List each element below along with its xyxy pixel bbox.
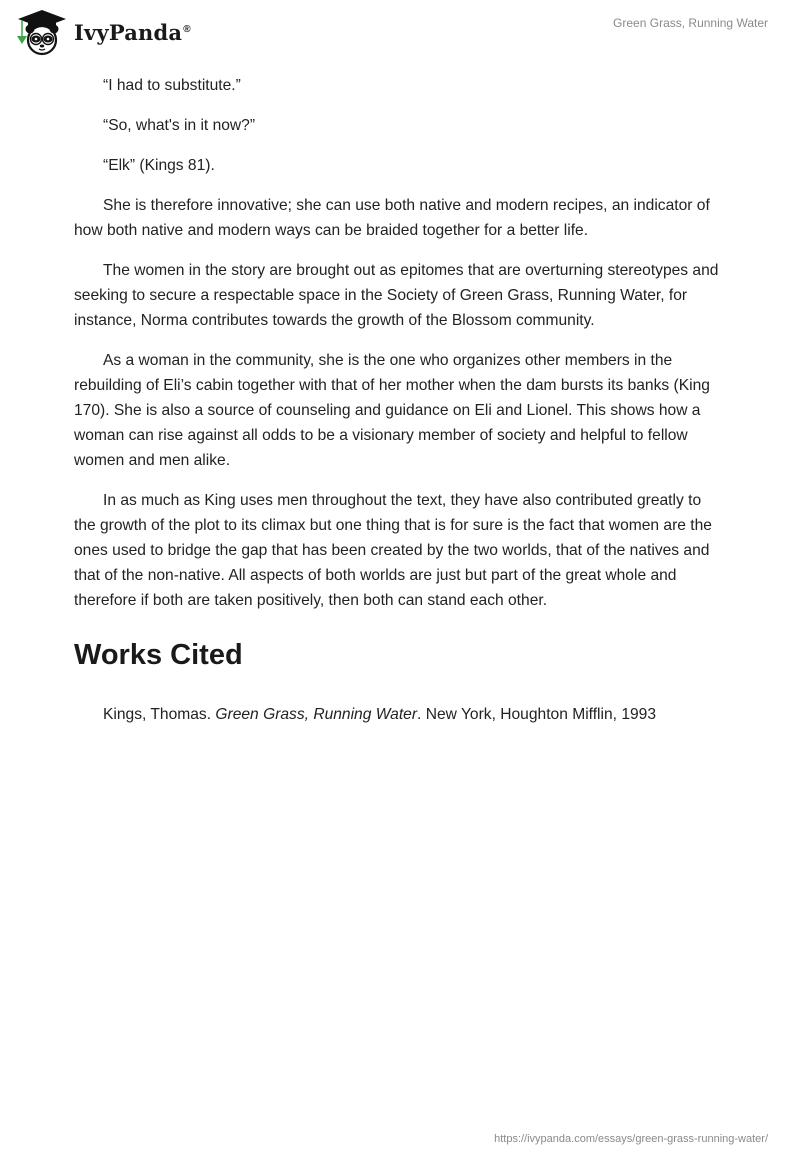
- document-title: Green Grass, Running Water: [613, 16, 768, 30]
- dialogue-line: “So, what's in it now?”: [103, 117, 256, 134]
- registered-mark: ®: [183, 23, 191, 35]
- essay-body: [74, 73, 724, 727]
- dialogue-line: “Elk” (Kings 81).: [103, 157, 215, 174]
- body-paragraph: In as much as King uses men throughout the text, they have also contributed greatly to the growth of the plot to its climax but one thing that is for sure is the fact that women are the ones used to bridge the gap that has been created by the two worlds, that of the natives and that of the non-native. All aspects of both worlds are just but part of the great whole and therefore if both are taken positively, then both can stand each other.: [74, 492, 712, 609]
- citation-publisher: . New York, Houghton Mifflin, 1993: [417, 706, 657, 723]
- panda-graduate-icon: [14, 8, 70, 56]
- works-cited-heading: Works Cited: [74, 639, 243, 671]
- citation-entry: [74, 702, 724, 727]
- citation-author: Kings, Thomas.: [103, 706, 216, 723]
- page-header: [0, 0, 800, 64]
- citation-title: Green Grass, Running Water: [215, 706, 418, 723]
- body-paragraph: As a woman in the community, she is the one who organizes other members in the rebuilding of Eli’s cabin together with that of her mother when the dam bursts its banks (King 170). She is also a source of counseling and guidance on Eli and Lionel. This shows how a woman can rise against all odds to be a visionary member of society and helpful to fellow women and men alike.: [74, 352, 710, 469]
- brand-name: IvyPanda®: [74, 19, 191, 45]
- dialogue-line: “I had to substitute.”: [103, 77, 241, 94]
- source-url[interactable]: https://ivypanda.com/essays/green-grass-running-water/: [494, 1133, 768, 1145]
- ivypanda-logo[interactable]: [14, 8, 191, 56]
- body-paragraph: She is therefore innovative; she can use both native and modern recipes, an indicator of how both native and modern ways can be braided together for a better life.: [74, 197, 710, 239]
- body-paragraph: The women in the story are brought out as epitomes that are overturning stereotypes and seeking to secure a respectable space in the Society of Green Grass, Running Water, for instance, Norma contributes towards the growth of the Blossom community.: [74, 262, 719, 329]
